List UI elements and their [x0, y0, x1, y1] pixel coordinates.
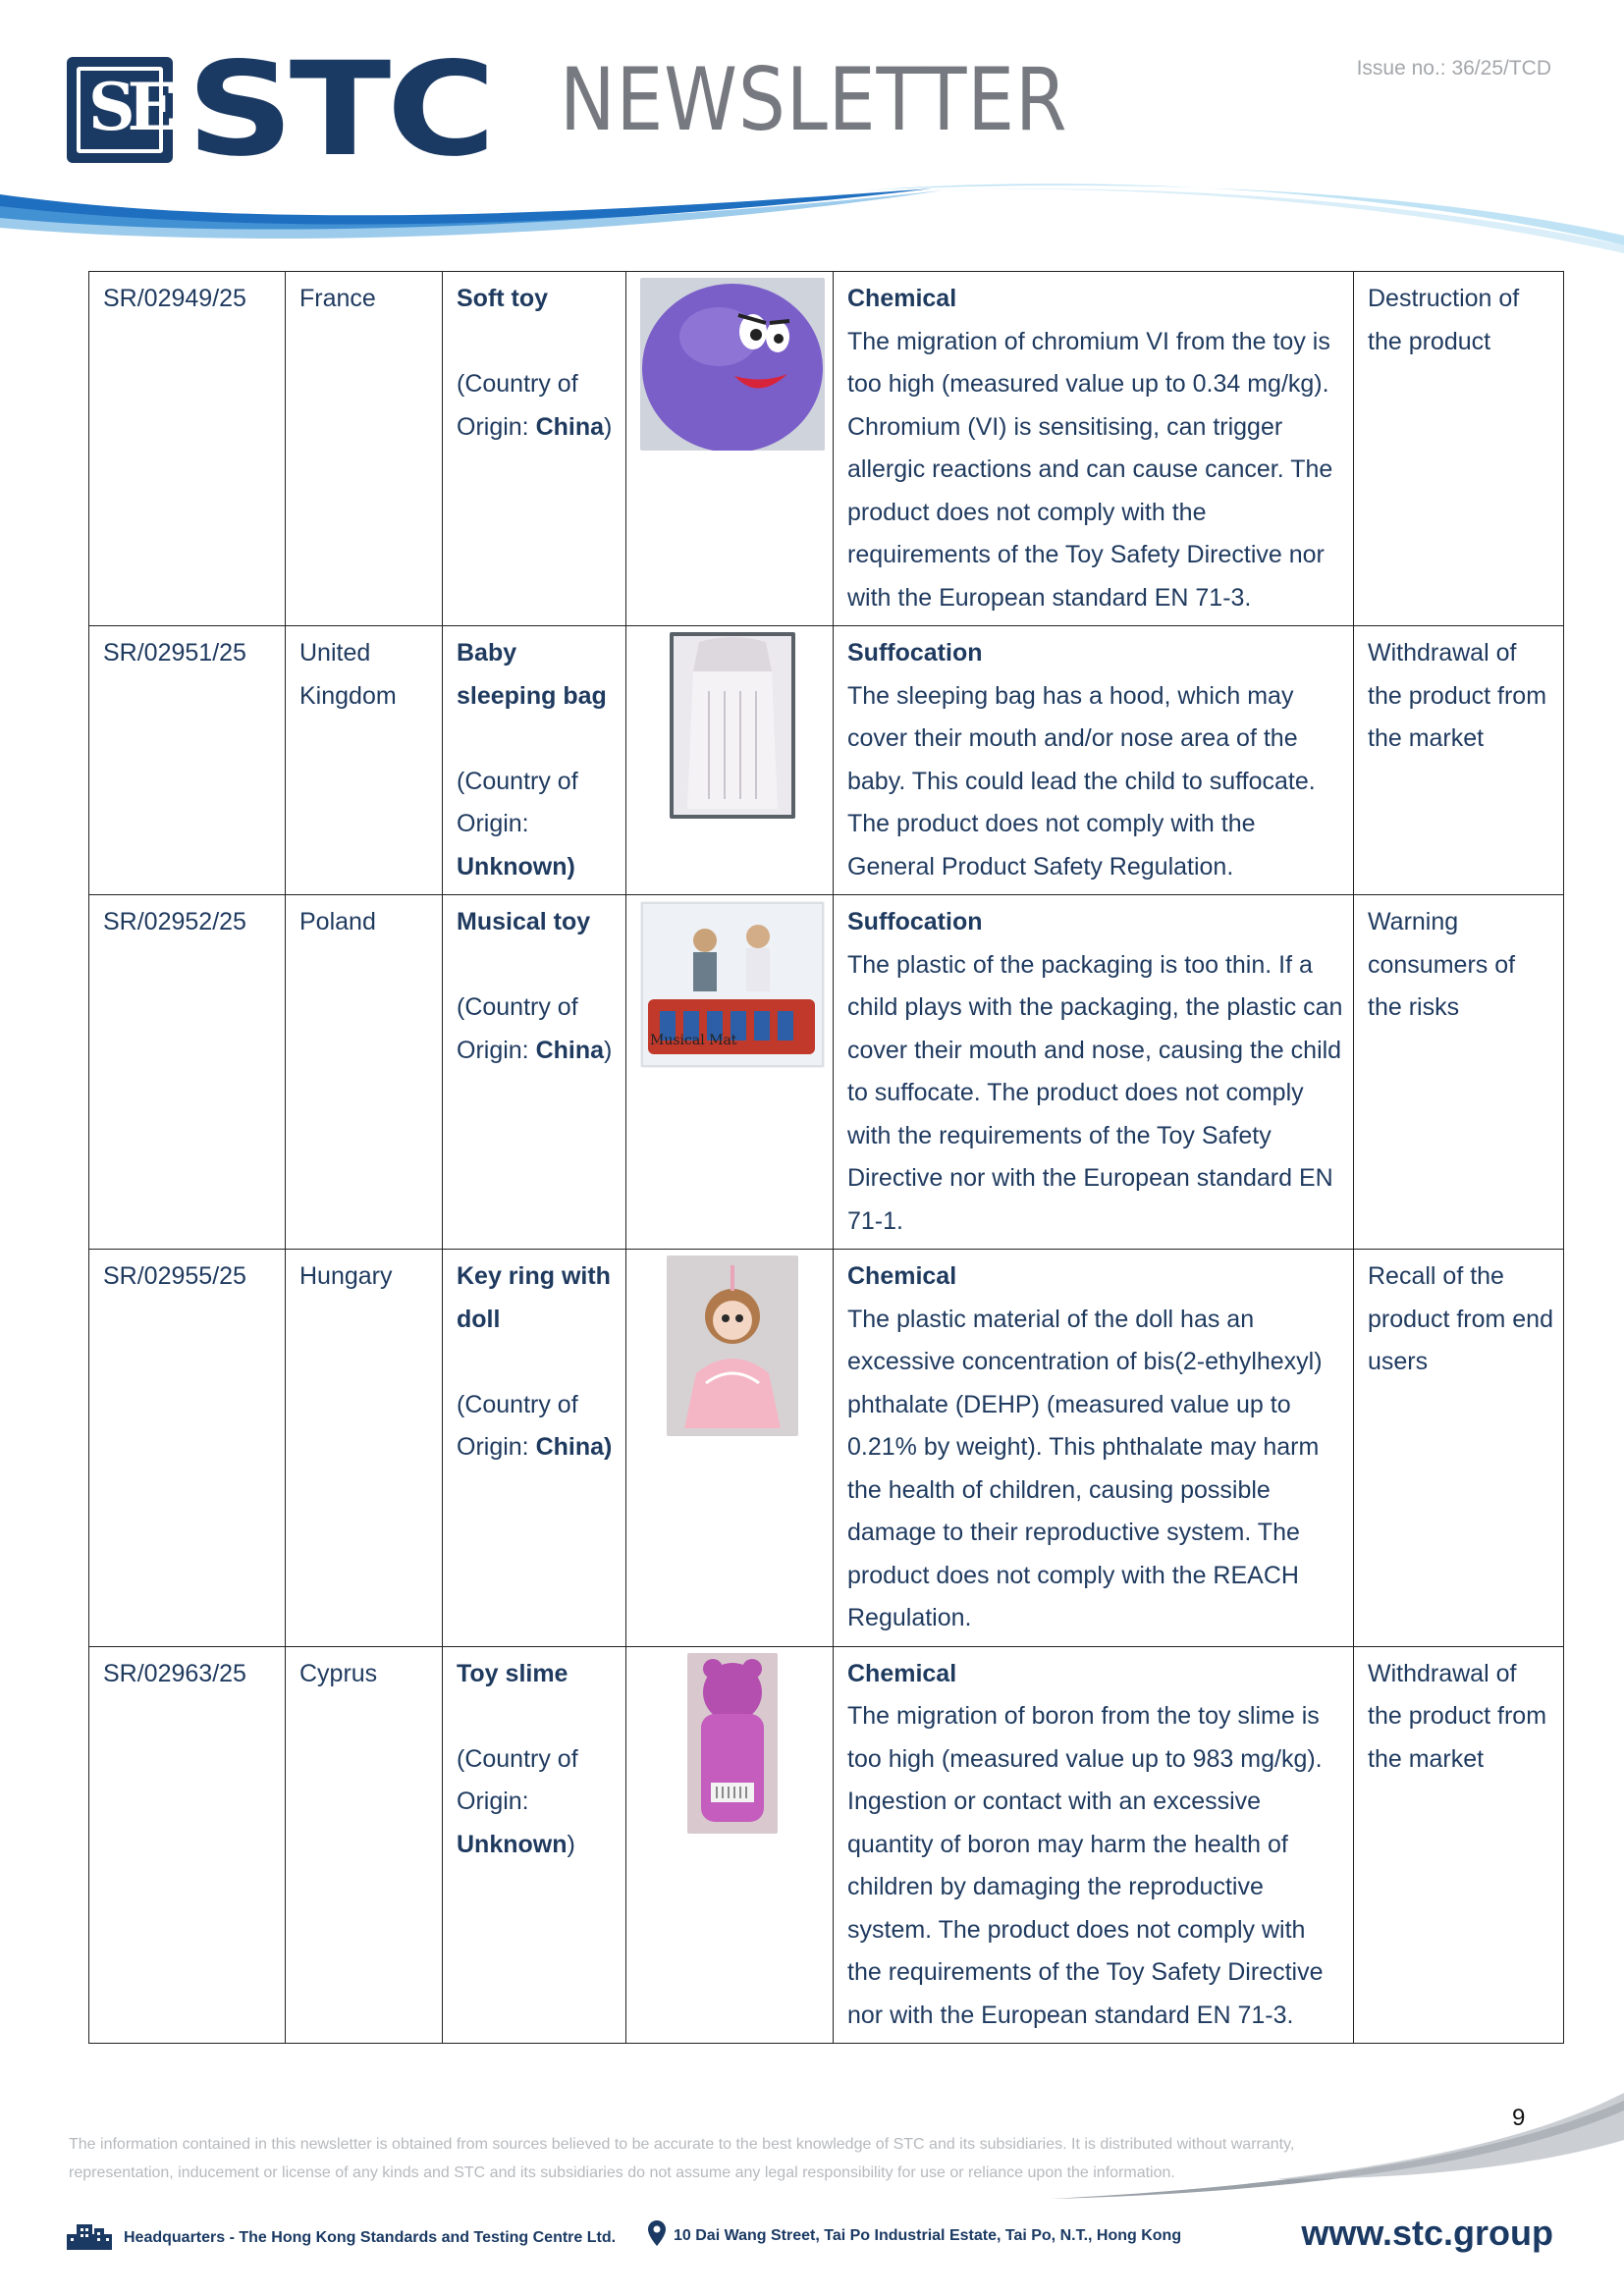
address-info	[648, 2220, 1181, 2251]
product-name: Key ring with doll	[457, 1262, 611, 1333]
measure-taken: Warning consumers of the risks	[1354, 895, 1564, 1250]
measure-taken: Recall of the product from end users	[1354, 1250, 1564, 1647]
origin-prefix: (Country of Origin:	[457, 370, 578, 441]
header-swoosh	[0, 177, 1624, 255]
doll-keyring-image	[667, 1415, 798, 1442]
notifying-country: United Kingdom	[286, 626, 443, 895]
measure-taken: Destruction of the product	[1354, 272, 1564, 626]
hazard-type: Chemical	[847, 285, 957, 312]
hazard-type: Suffocation	[847, 908, 983, 935]
risk-cell	[834, 1250, 1354, 1647]
risk-description: The plastic material of the doll has an excessive concentration of bis(2-ethylhexyl) phthalate (DEHP) (measured value up to 0.21% by weight). This phthalate may harm the health of children, causing possible damage to their reproductive system. The product does not comply with the REACH Regulation.	[847, 1305, 1323, 1631]
notifying-country: Poland	[286, 895, 443, 1250]
origin-prefix: (Country of Origin:	[457, 767, 578, 837]
measure-taken: Withdrawal of the product from the market	[1354, 626, 1564, 895]
hazard-type: Suffocation	[847, 639, 983, 667]
country-of-origin	[457, 761, 618, 889]
table-row	[89, 1646, 1564, 2044]
stc-logo-glyph: SE	[88, 69, 169, 145]
building-icon	[65, 2220, 114, 2255]
risk-description: The migration of boron from the toy slime is too high (measured value up to 983 mg/kg). Ingestion or contact with an excessive quantity of boron may harm the health of children by damaging the reproductive system. The product does not comply with the requirements of the Toy Safety Directive nor with the European standard EN 71-3.	[847, 1702, 1324, 2029]
risk-cell	[834, 626, 1354, 895]
risk-description: The sleeping bag has a hood, which may cover their mouth and/or nose area of the baby. This could lead the child to suffocate. The product does not comply with the General Product Safety Regulation.	[847, 681, 1316, 881]
issue-number: Issue no.: 36/25/TCD	[1356, 57, 1551, 80]
page-number: 9	[1512, 2105, 1526, 2131]
country-of-origin	[457, 1738, 618, 1867]
reference-number: SR/02952/25	[89, 895, 286, 1250]
risk-description: The plastic of the packaging is too thin. If a child plays with the packaging, the plastic can cover their mouth and nose, causing the child to suffocate. The product does not comply with the requirements of the Toy Safety Directive nor with the European standard EN 71-1.	[847, 950, 1343, 1235]
musical-mat-image	[640, 1033, 825, 1074]
reference-number: SR/02955/25	[89, 1250, 286, 1647]
origin-prefix: (Country of Origin:	[457, 993, 578, 1064]
disclaimer-text: The information contained in this newsletter is obtained from sources believed to be accurate to the best knowledge of STC and its subsidiaries. It is distributed without warranty, representation, inducement or license of any kinds and STC and its subsidiaries do not assume any legal responsibility for use or reliance upon the information.	[69, 2136, 1295, 2181]
table-row	[89, 272, 1564, 626]
measure-taken: Withdrawal of the product from the market	[1354, 1646, 1564, 2044]
origin-suffix: )	[604, 412, 613, 441]
product-image-cell	[626, 1646, 834, 2044]
origin-suffix: )	[604, 1036, 613, 1064]
newsletter-title: NEWSLETTER	[560, 49, 1068, 150]
country-of-origin	[457, 987, 618, 1072]
risk-cell	[834, 272, 1354, 626]
notifying-country: Hungary	[286, 1250, 443, 1647]
origin-country: China)	[535, 1433, 613, 1461]
origin-country: China	[535, 1036, 605, 1064]
hazard-type: Chemical	[847, 1659, 957, 1687]
origin-prefix: (Country of Origin:	[457, 1744, 578, 1815]
table-row	[89, 895, 1564, 1250]
origin-country: China	[535, 412, 605, 441]
product-name: Musical toy	[457, 908, 591, 935]
baby-sleeping-bag-image	[670, 797, 795, 825]
stc-logo-text: STC	[187, 34, 492, 186]
product-cell	[443, 1250, 626, 1647]
risk-description: The migration of chromium VI from the toy is too high (measured value up to 0.34 mg/kg). Chromium (VI) is sensitising, can trigger allergic reactions and can cause cancer. The product does not comply with the requirements of the Toy Safety Directive nor with the European standard EN 71-3.	[847, 327, 1333, 612]
origin-suffix: )	[567, 1830, 575, 1858]
risk-cell	[834, 1646, 1354, 2044]
notifying-country: France	[286, 272, 443, 626]
risk-cell	[834, 895, 1354, 1250]
headquarters-text: Headquarters - The Hong Kong Standards and Testing Centre Ltd.	[124, 2228, 617, 2246]
stc-logo-mark	[67, 57, 173, 163]
purple-soft-toy-image	[640, 429, 825, 456]
reference-number: SR/02951/25	[89, 626, 286, 895]
recall-table	[88, 271, 1564, 2044]
svg-text:Musical Mat: Musical Mat	[650, 1033, 737, 1048]
origin-country: Unknown	[457, 1830, 568, 1858]
stc-logo	[67, 34, 492, 186]
origin-country: Unknown)	[457, 852, 575, 881]
product-name: Soft toy	[457, 285, 549, 312]
table-row	[89, 1250, 1564, 1647]
product-cell	[443, 895, 626, 1250]
hazard-type: Chemical	[847, 1262, 957, 1290]
origin-prefix: (Country of Origin:	[457, 1390, 578, 1461]
reference-number: SR/02963/25	[89, 1646, 286, 2044]
product-image-cell	[626, 1250, 834, 1647]
product-cell	[443, 626, 626, 895]
product-cell	[443, 272, 626, 626]
country-of-origin	[457, 1384, 618, 1469]
notifying-country: Cyprus	[286, 1646, 443, 2044]
reference-number: SR/02949/25	[89, 272, 286, 626]
product-name: Toy slime	[457, 1659, 568, 1687]
website-link[interactable]: www.stc.group	[1301, 2213, 1553, 2253]
product-image-cell	[626, 895, 834, 1250]
headquarters-info	[65, 2220, 616, 2255]
toy-slime-image	[687, 1812, 778, 1840]
country-of-origin	[457, 363, 618, 449]
product-image-cell	[626, 272, 834, 626]
product-cell	[443, 1646, 626, 2044]
product-image-cell	[626, 626, 834, 895]
address-text: 10 Dai Wang Street, Tai Po Industrial Estate, Tai Po, N.T., Hong Kong	[674, 2226, 1182, 2244]
page-header	[0, 0, 1624, 265]
table-row	[89, 626, 1564, 895]
location-pin-icon	[648, 2220, 666, 2251]
product-name: Baby sleeping bag	[457, 639, 607, 710]
